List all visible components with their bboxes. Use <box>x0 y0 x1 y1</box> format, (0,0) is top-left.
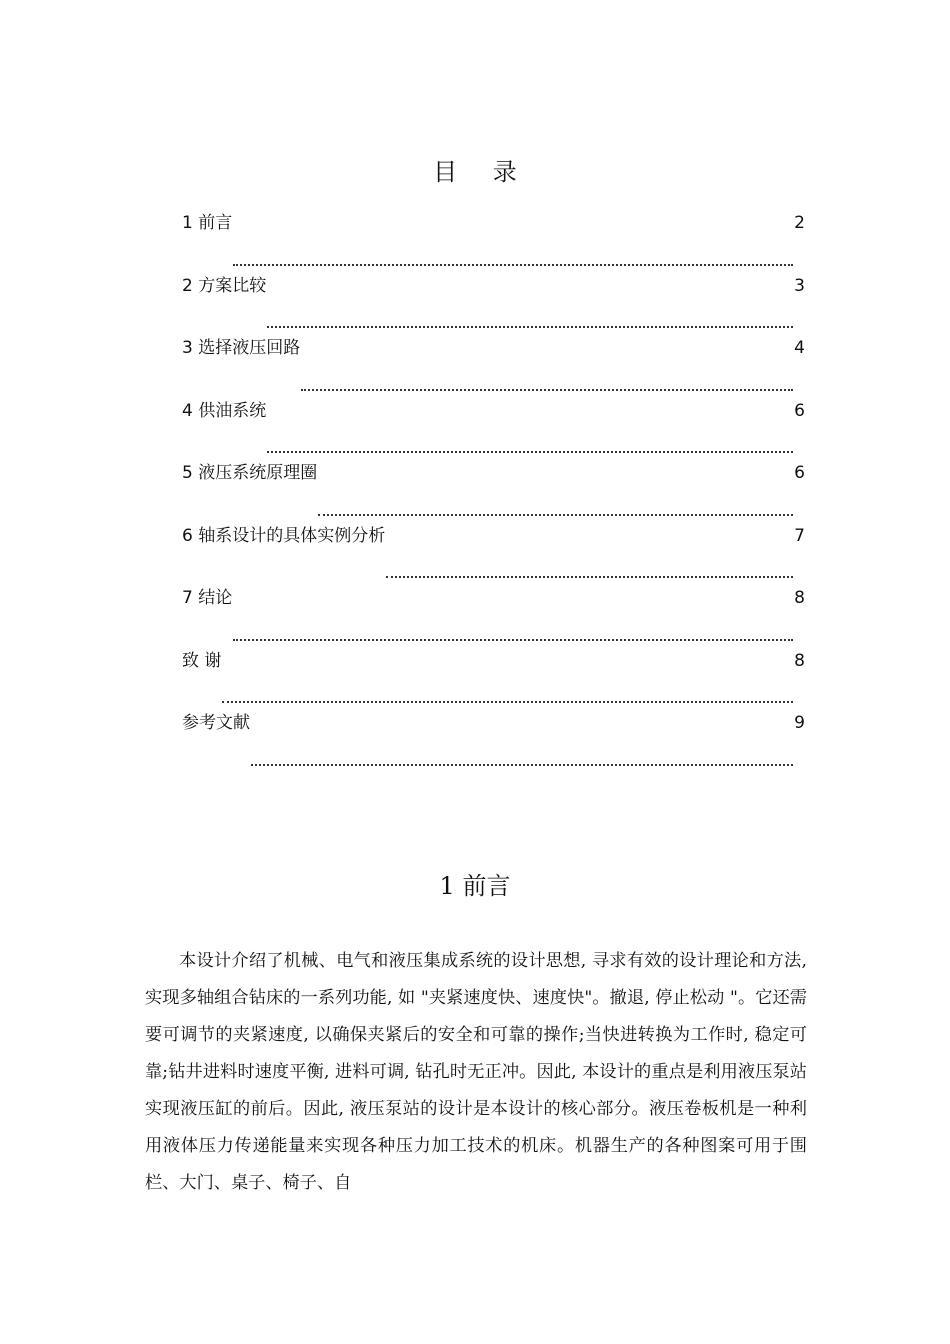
toc-leader-dots <box>301 388 793 391</box>
toc-entry-label: 致 谢 <box>182 650 222 671</box>
toc-entry-page: 3 <box>794 275 805 296</box>
toc-entry-label: 1 前言 <box>182 213 233 233</box>
toc-leader-dots <box>233 263 793 266</box>
toc-entry-page: 6 <box>794 400 805 421</box>
toc-entry-label: 参考文献 <box>182 713 250 733</box>
toc-entry-page: 4 <box>794 338 805 358</box>
toc-entry-label: 7 结论 <box>182 588 233 608</box>
toc-entry-page: 8 <box>794 650 805 671</box>
section-paragraph: 本设计介绍了机械、电气和液压集成系统的设计思想, 寻求有效的设计理论和方法, 实现多轴组合钻床的一系列功能, 如 "夹紧速度快、速度快"。撤退, 停止松动 "。它还需要可调节的夹紧速度, 以确保夹紧后的安全和可靠的操作;当快进转换为工作时, 稳定可靠;钻井进料时速度平衡, 进料可调, 钻孔时无正冲。因此, 本设计的重点是利用液压泵站实现液压缸的前后。因此, 液压泵站的设计是本设计的核心部分。液压卷板机是一种利用液体压力传递能量来实现各种压力加工技术的机床。机器生产的各种图案可用于围栏、大门、桌子、椅子、自 <box>145 951 807 1193</box>
toc-leader-dots <box>386 575 793 578</box>
toc-leader-dots <box>233 638 793 641</box>
toc-leader-dots <box>267 325 793 328</box>
toc-entry-label: 2 方案比较 <box>182 275 267 296</box>
toc-entry[interactable] <box>182 458 805 521</box>
toc-title: 目 录 <box>433 158 531 186</box>
toc-leader-dots <box>251 763 793 766</box>
toc-entry[interactable] <box>182 208 805 271</box>
toc-entry-page: 8 <box>794 588 805 608</box>
toc-entry-page: 7 <box>794 525 805 546</box>
toc-entry[interactable] <box>182 333 805 396</box>
toc-entry-page: 6 <box>794 463 805 483</box>
toc-leader-dots <box>318 513 793 516</box>
toc-entry-label: 5 液压系统原理圈 <box>182 463 318 483</box>
toc-entry[interactable] <box>182 708 805 771</box>
toc-leader-dots <box>267 450 793 453</box>
toc-entry[interactable] <box>182 271 805 334</box>
toc-entry-page: 9 <box>794 713 805 733</box>
section-title: 1 前言 <box>439 872 511 900</box>
toc-entry[interactable] <box>182 646 805 709</box>
toc-entry-label: 6 轴系设计的具体实例分析 <box>182 525 386 546</box>
toc-entry[interactable] <box>182 521 805 584</box>
table-of-contents <box>182 208 805 771</box>
toc-entry-page: 2 <box>794 213 805 233</box>
toc-entry-label: 4 供油系统 <box>182 400 267 421</box>
toc-entry[interactable] <box>182 396 805 459</box>
toc-entry-label: 3 选择液压回路 <box>182 338 301 358</box>
toc-entry[interactable] <box>182 583 805 646</box>
toc-leader-dots <box>222 700 793 703</box>
